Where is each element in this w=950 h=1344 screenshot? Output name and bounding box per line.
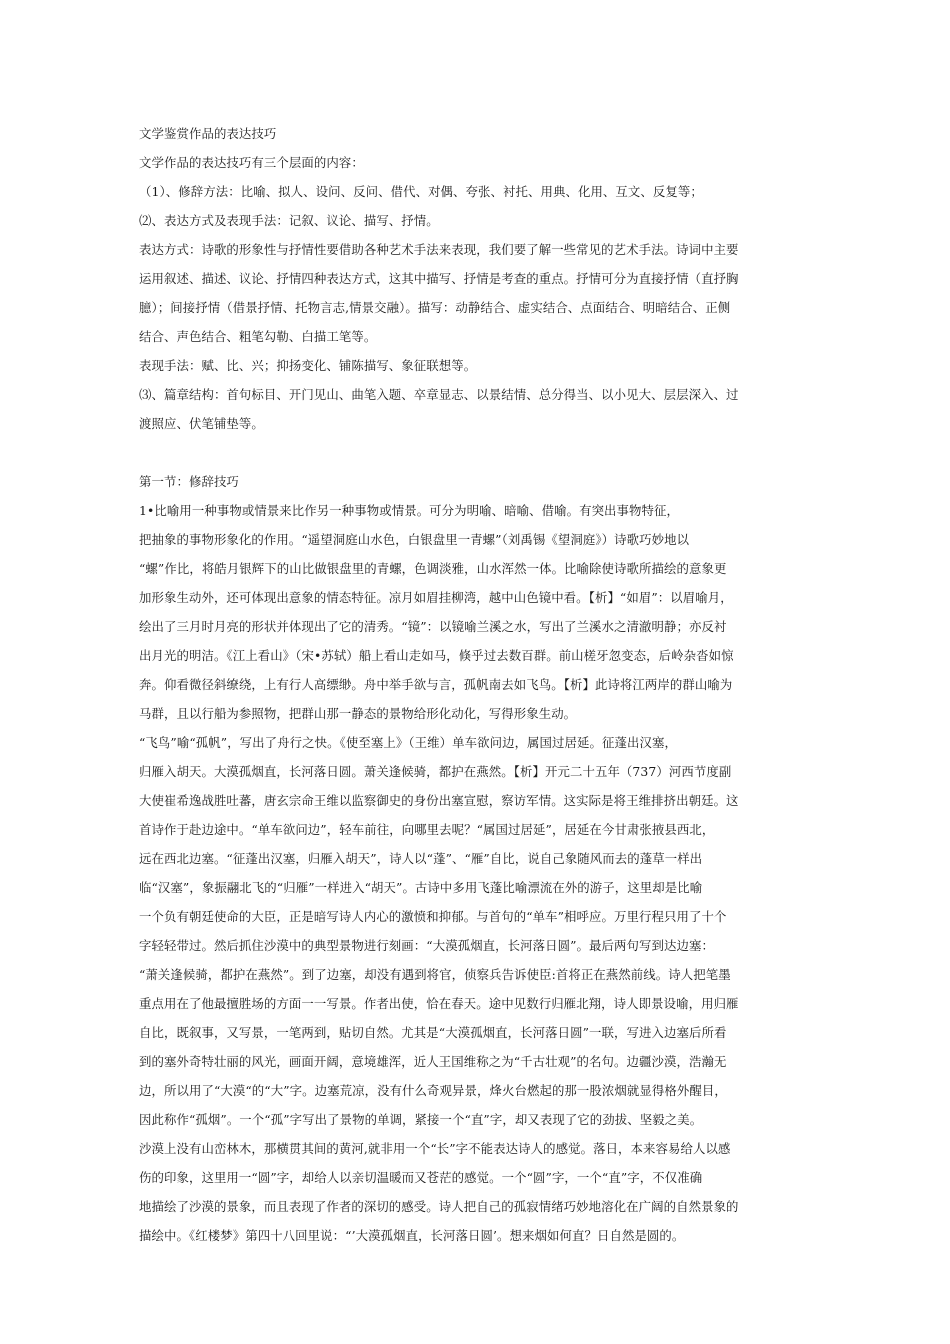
body-line: 把抽象的事物形象化的作用。“遥望洞庭山水色，白银盘里一青螺”（刘禹锡《望洞庭》）诗歌巧妙地以 bbox=[139, 532, 690, 547]
body-line: 远在西北边塞。“征蓬出汉塞，归雁入胡天”，诗人以“蓬”、“雁”自比，说自己象随风而去的蓬草一样出 bbox=[139, 851, 703, 866]
body-line: 一个负有朝廷使命的大臣，正是暗写诗人内心的激愤和抑郁。与首句的“单车”相呼应。万里行程只用了十个 bbox=[139, 909, 727, 924]
body-line: “萧关逢候骑，都护在燕然”。到了边塞，却没有遇到将官，侦察兵告诉使臣:首将正在燕然前线。诗人把笔墨 bbox=[139, 967, 731, 982]
intro-line: （1）、修辞方法：比喻、拟人、设问、反问、借代、对偶、夸张、衬托、用典、化用、互文、反复等； bbox=[139, 184, 703, 199]
body-line: 描绘中。《红楼梦》第四十八回里说：“’大漠孤烟直，长河落日圆’。想来烟如何直？日自然是圆的。 bbox=[139, 1228, 685, 1243]
body-block bbox=[139, 496, 809, 1250]
body-line: “螺”作比，将皓月银辉下的山比做银盘里的青螺，色调淡雅，山水浑然一体。比喻除使诗歌所描绘的意象更 bbox=[139, 561, 727, 576]
body-line: 伤的印象，这里用一“圆”字，却给人以亲切温暖而又苍茫的感觉。一个“圆”字，一个“直”字，不仅准确 bbox=[139, 1170, 703, 1185]
document-page bbox=[139, 119, 809, 1250]
body-line: 边，所以用了“大漠“的“大”字。边塞荒凉，没有什么奇观异景，烽火台燃起的那一股浓烟就显得格外醒目， bbox=[139, 1083, 727, 1098]
body-line: 字轻轻带过。然后抓住沙漠中的典型景物进行刻画：“大漠孤烟直，长河落日圆”。最后两句写到达边塞： bbox=[139, 938, 714, 953]
intro-line: ⑵、表达方式及表现手法：记叙、议论、描写、抒情。 bbox=[139, 213, 439, 228]
body-line: 加形象生动外，还可体现出意象的情态特征。凉月如眉挂柳湾，越中山色镜中看。【析】“如眉”：以眉喻月， bbox=[139, 590, 733, 605]
paragraph-gap bbox=[139, 438, 809, 467]
body-line: 归雁入胡天。大漠孤烟直，长河落日圆。萧关逢候骑，都护在燕然。【析】开元二十五年（737）河西节度副 bbox=[139, 764, 732, 779]
body-line: 自比，既叙事，又写景，一笔两到，贴切自然。尤其是“大漠孤烟直，长河落日圆”一联，写进入边塞后所看 bbox=[139, 1025, 727, 1040]
body-line: 大使崔希逸战胜吐蕃，唐玄宗命王维以监察御史的身份出塞宣慰，察访军情。这实际是将王维排挤出朝廷。这 bbox=[139, 793, 739, 808]
body-line: 首诗作于赴边途中。“单车欲问边”，轻车前往，向哪里去呢？“属国过居延”，居延在今甘肃张掖县西北， bbox=[139, 822, 715, 837]
body-line: 到的塞外奇特壮丽的风光，画面开阔，意境雄浑，近人王国维称之为“千古壮观”的名句。边疆沙漠，浩瀚无 bbox=[139, 1054, 727, 1069]
body-line: 奔。仰看微径斜缭绕，上有行人高缥缈。舟中举手欲与言，孤帆南去如飞鸟。【析】此诗将江两岸的群山喻为 bbox=[139, 677, 733, 692]
intro-line: 渡照应、伏笔铺垫等。 bbox=[139, 416, 264, 431]
intro-line: 臆）；间接抒情（借景抒情、托物言志,情景交融）。描写：动静结合、虚实结合、点面结合、明暗结合、正侧 bbox=[139, 300, 731, 315]
intro-block bbox=[139, 148, 809, 438]
intro-line: 结合、声色结合、粗笔勾勒、白描工笔等。 bbox=[139, 329, 377, 344]
intro-line: 运用叙述、描述、议论、抒情四种表达方式，这其中描写、抒情是考查的重点。抒情可分为直接抒情（直抒胸 bbox=[139, 271, 739, 286]
intro-line: ⑶、篇章结构：首句标目、开门见山、曲笔入题、卒章显志、以景结情、总分得当、以小见大、层层深入、过 bbox=[139, 387, 739, 402]
intro-line: 表达方式：诗歌的形象性与抒情性要借助各种艺术手法来表现，我们要了解一些常见的艺术手法。诗词中主要 bbox=[139, 242, 739, 257]
body-line: 出月光的明洁。《江上看山》（宋•苏轼）船上看山走如马，倏乎过去数百群。前山槎牙忽变态，后岭杂沓如惊 bbox=[139, 648, 734, 663]
document-title: 文学鉴赏作品的表达技巧 bbox=[139, 126, 277, 141]
section-title: 第一节：修辞技巧 bbox=[139, 474, 239, 489]
body-line: 1•比喻用一种事物或情景来比作另一种事物或情景。可分为明喻、暗喻、借喻。有突出事物特征， bbox=[139, 503, 679, 518]
body-line: 绘出了三月时月亮的形状并体现出了它的清秀。“镜”：以镜喻兰溪之水，写出了兰溪水之清澈明静；亦反衬 bbox=[139, 619, 727, 634]
body-line: 重点用在了他最擅胜场的方面一一写景。作者出使，恰在春天。途中见数行归雁北翔，诗人即景设喻，用归雁 bbox=[139, 996, 739, 1011]
intro-line: 表现手法：赋、比、兴；抑扬变化、铺陈描写、象征联想等。 bbox=[139, 358, 477, 373]
intro-line: 文学作品的表达技巧有三个层面的内容： bbox=[139, 155, 364, 170]
body-line: 地描绘了沙漠的景象，而且表现了作者的深切的感受。诗人把自己的孤寂情绪巧妙地溶化在广阔的自然景象的 bbox=[139, 1199, 739, 1214]
body-line: 沙漠上没有山峦林木，那横贯其间的黄河,就非用一个“长”字不能表达诗人的感觉。落日，本来容易给人以感 bbox=[139, 1141, 731, 1156]
body-line: “飞鸟”喻“孤帆”，写出了舟行之快。《使至塞上》（王维）单车欲问边，属国过居延。征蓬出汉塞， bbox=[139, 735, 677, 750]
body-line: 马群，且以行船为参照物，把群山那一静态的景物给形化动化，写得形象生动。 bbox=[139, 706, 577, 721]
body-line: 因此称作“孤烟”。一个“孤”字写出了景物的单调，紧接一个“直”字，却又表现了它的劲拔、坚毅之美。 bbox=[139, 1112, 703, 1127]
body-line: 临“汉塞”，象振翮北飞的“归雁”一样进入“胡天”。古诗中多用飞蓬比喻漂流在外的游子，这里却是比喻 bbox=[139, 880, 703, 895]
